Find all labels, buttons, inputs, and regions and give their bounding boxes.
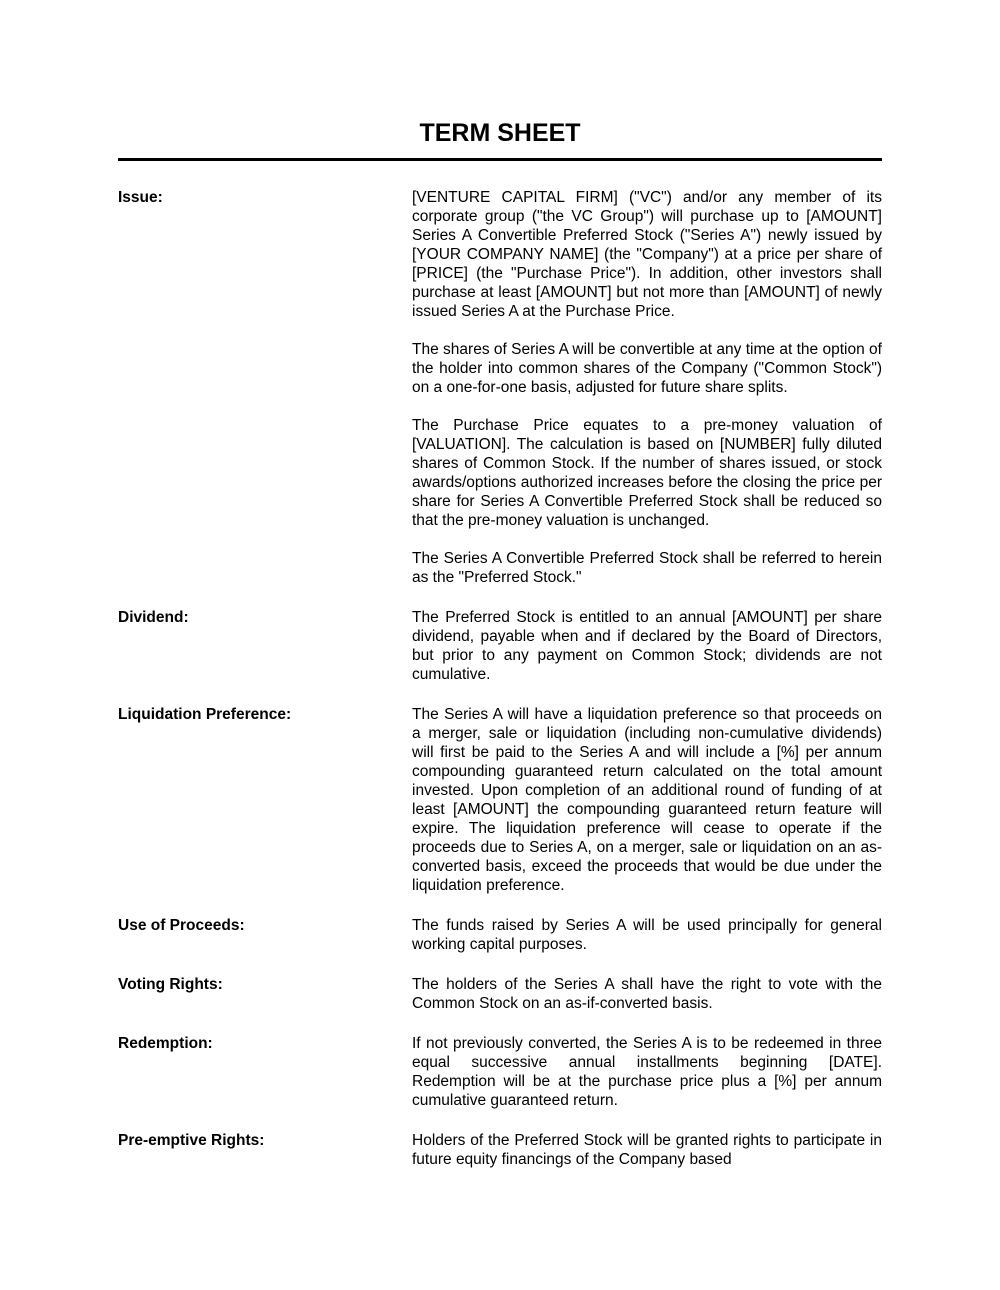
section-paragraph: The funds raised by Series A will be used principally for general working capital purposes.	[412, 917, 882, 953]
section-redemption	[118, 1034, 882, 1131]
section-liquidation-preference	[118, 705, 882, 916]
section-body	[412, 916, 882, 975]
section-label: Pre-emptive Rights:	[118, 1132, 265, 1149]
section-paragraph: The Series A will have a liquidation preference so that proceeds on a merger, sale or liquidation (including non-cumulative dividends) will first be paid to the Series A and will include a [%] per annum compounding guaranteed return calculated on the total amount invested. Upon completion of an additional round of funding of at least [AMOUNT] the compounding guaranteed return feature will expire. The liquidation preference will cease to operate if the proceeds due to Series A, on a merger, sale or liquidation on an as-converted basis, exceed the proceeds that would be due under the liquidation preference.	[412, 706, 882, 894]
section-issue	[118, 188, 882, 608]
section-label: Redemption:	[118, 1035, 213, 1052]
section-paragraph: The holders of the Series A shall have the right to vote with the Common Stock on an as-if-converted basis.	[412, 976, 882, 1012]
section-body	[412, 975, 882, 1034]
section-voting-rights	[118, 975, 882, 1034]
section-body	[412, 608, 882, 705]
section-label: Dividend:	[118, 609, 189, 626]
section-paragraph: The Purchase Price equates to a pre-money valuation of [VALUATION]. The calculation is based on [NUMBER] fully diluted shares of Common Stock. If the number of shares issued, or stock awards/options authorized increases before the closing the price per share for Series A Convertible Preferred Stock shall be reduced so that the pre-money valuation is unchanged.	[412, 417, 882, 529]
title-divider	[118, 158, 882, 161]
document-title: TERM SHEET	[419, 119, 581, 147]
section-label: Liquidation Preference:	[118, 706, 292, 723]
section-body	[412, 1131, 882, 1190]
section-paragraph: The Preferred Stock is entitled to an annual [AMOUNT] per share dividend, payable when and if declared by the Board of Directors, but prior to any payment on Common Stock; dividends are not cumulative.	[412, 609, 882, 683]
section-paragraph: If not previously converted, the Series A is to be redeemed in three equal successive annual installments beginning [DATE]. Redemption will be at the purchase price plus a [%] per annum cumulative guaranteed return.	[412, 1035, 882, 1109]
section-label: Use of Proceeds:	[118, 917, 245, 934]
section-label: Voting Rights:	[118, 976, 223, 993]
section-body	[412, 705, 882, 916]
section-paragraph: The shares of Series A will be convertible at any time at the option of the holder into common shares of the Company ("Common Stock") on a one-for-one basis, adjusted for future share splits.	[412, 341, 882, 396]
section-paragraph: Holders of the Preferred Stock will be granted rights to participate in future equity financings of the Company based	[412, 1132, 882, 1168]
section-use-of-proceeds	[118, 916, 882, 975]
section-body	[412, 188, 882, 608]
section-body	[412, 1034, 882, 1131]
section-dividend	[118, 608, 882, 705]
section-paragraph: The Series A Convertible Preferred Stock shall be referred to herein as the "Preferred Stock."	[412, 550, 882, 586]
section-pre-emptive-rights	[118, 1131, 882, 1190]
term-sections	[118, 188, 882, 1190]
section-label: Issue:	[118, 189, 163, 206]
section-paragraph: [VENTURE CAPITAL FIRM] ("VC") and/or any member of its corporate group ("the VC Group") will purchase up to [AMOUNT] Series A Convertible Preferred Stock ("Series A") newly issued by [YOUR COMPANY NAME] (the "Company") at a price per share of [PRICE] (the "Purchase Price"). In addition, other investors shall purchase at least [AMOUNT] but not more than [AMOUNT] of newly issued Series A at the Purchase Price.	[412, 189, 882, 320]
